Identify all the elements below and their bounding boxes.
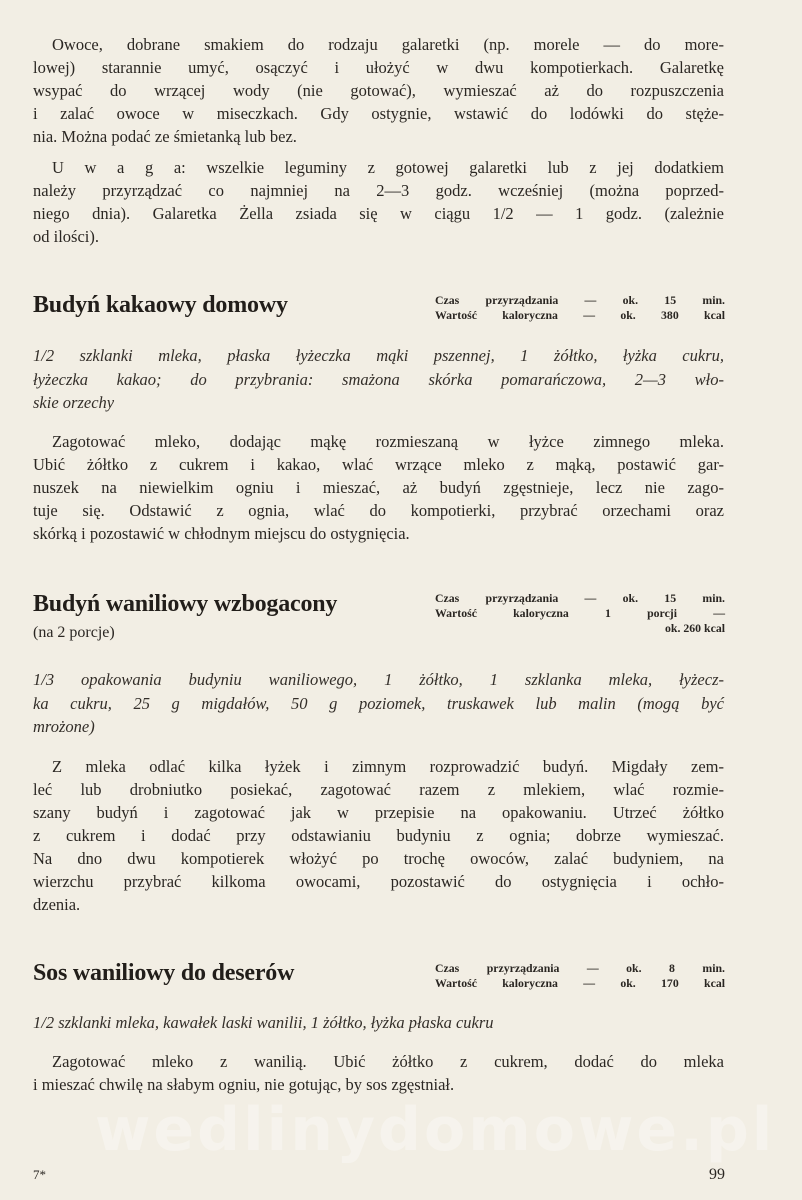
text-line: Zagotować mleko, dodając mąkę rozmieszaną w łyżce zimnego mleka. [52, 432, 724, 451]
recipe-title: Budyń kakaowy domowy [33, 292, 288, 318]
text-line: wsypać do wrzącej wody (nie gotować), wymieszać aż do rozpuszczenia [33, 81, 724, 100]
recipe-meta [435, 293, 725, 323]
text-line: U w a g a: wszelkie leguminy z gotowej galaretki lub z jej dodatkiem [52, 158, 724, 177]
text-line: 1/3 opakowania budyniu waniliowego, 1 żółtko, 1 szklanka mleka, łyżecz- [33, 670, 724, 689]
text-line: Na dno dwu kompotierek włożyć po trochę owoców, zalać budyniem, na [33, 849, 724, 868]
text-line: niego dnia). Galaretka Żella zsiada się w ciągu 1/2 — 1 godz. (zależnie [33, 204, 724, 223]
page-number: 99 [709, 1166, 725, 1183]
ingredients [33, 668, 724, 739]
method [33, 1050, 724, 1096]
method [33, 755, 724, 916]
text-line: leć lub drobniutko posiekać, zagotować razem z mlekiem, wlać rozmie- [33, 780, 724, 799]
text-line: tuje się. Odstawić z ognia, wlać do kompotierki, przybrać orzechami oraz [33, 501, 724, 520]
prep-time: Czas przyrządzania — ok. 15 min. [435, 591, 725, 605]
ingredients [33, 344, 724, 415]
text-line: lowej) starannie umyć, osączyć i ułożyć w dwu kompotierkach. Galaretkę [33, 58, 724, 77]
text-line: i mieszać chwilę na słabym ogniu, nie gotując, by sos zgęstniał. [33, 1075, 455, 1094]
recipe-meta [435, 591, 725, 636]
method [33, 430, 724, 545]
text-line: mrożone) [33, 717, 95, 736]
prep-time: Czas przyrządzania — ok. 8 min. [435, 961, 725, 975]
intro-paragraph [33, 33, 724, 148]
text-line: nuszek na niewielkim ogniu i mieszać, aż budyń zgęstnieje, lecz nie zago- [33, 478, 724, 497]
text-line: skie orzechy [33, 393, 115, 412]
text-line: nia. Można podać ze śmietanką lub bez. [33, 127, 297, 146]
text-line: skórką i pozostawić w chłodnym miejscu do ostygnięcia. [33, 524, 410, 543]
text-line: od ilości). [33, 227, 99, 246]
recipe-subtitle: (na 2 porcje) [33, 624, 115, 641]
note-paragraph [33, 156, 724, 248]
signature-mark: 7* [33, 1167, 46, 1182]
watermark: wedlinydomowe.pl [95, 1095, 776, 1165]
prep-time: Czas przyrządzania — ok. 15 min. [435, 293, 725, 307]
text-line: dzenia. [33, 895, 81, 914]
text-line: Owoce, dobrane smakiem do rodzaju galaretki (np. morele — do more- [52, 35, 724, 54]
text-line: łyżeczka kakao; do przybrania: smażona skórka pomarańczowa, 2—3 wło- [33, 369, 724, 389]
calories: Wartość kaloryczna 1 porcji — [435, 606, 725, 620]
text-line: 1/2 szklanki mleka, płaska łyżeczka mąki pszennej, 1 żółtko, łyżka cukru, [33, 346, 724, 365]
recipe-title: Budyń waniliowy wzbogacony [33, 591, 338, 617]
text-line: ka cukru, 25 g migdałów, 50 g poziomek, truskawek lub malin (mogą być [33, 693, 724, 713]
ingredients [33, 1011, 724, 1035]
text-line: Z mleka odlać kilka łyżek i zimnym rozprowadzić budyń. Migdały zem- [52, 757, 724, 776]
recipe-title: Sos waniliowy do deserów [33, 960, 295, 986]
recipe-meta [435, 961, 725, 991]
text-line: 1/2 szklanki mleka, kawałek laski wanilii, 1 żółtko, łyżka płaska cukru [33, 1013, 494, 1032]
text-line: z cukrem i dodać przy odstawianiu budyniu z ognia; dobrze wymieszać. [33, 826, 724, 845]
text-line: Ubić żółtko z cukrem i kakao, wlać wrzące mleko z mąką, postawić gar- [33, 455, 724, 474]
calories-value: ok. 260 kcal [665, 621, 725, 635]
calories: Wartość kaloryczna — ok. 170 kcal [435, 976, 725, 990]
calories: Wartość kaloryczna — ok. 380 kcal [435, 308, 725, 322]
text-line: i zalać owoce w miseczkach. Gdy ostygnie, wstawić do lodówki do stęże- [33, 104, 724, 123]
text-line: wierzchu przybrać kilkoma owocami, pozostawić do ostygnięcia i ochło- [33, 872, 724, 891]
text-line: Zagotować mleko z wanilią. Ubić żółtko z cukrem, dodać do mleka [52, 1052, 724, 1071]
text-line: należy przyrządzać co najmniej na 2—3 godz. wcześniej (można poprzed- [33, 181, 724, 200]
text-line: szany budyń i zagotować jak w przepisie na opakowaniu. Utrzeć żółtko [33, 803, 724, 822]
